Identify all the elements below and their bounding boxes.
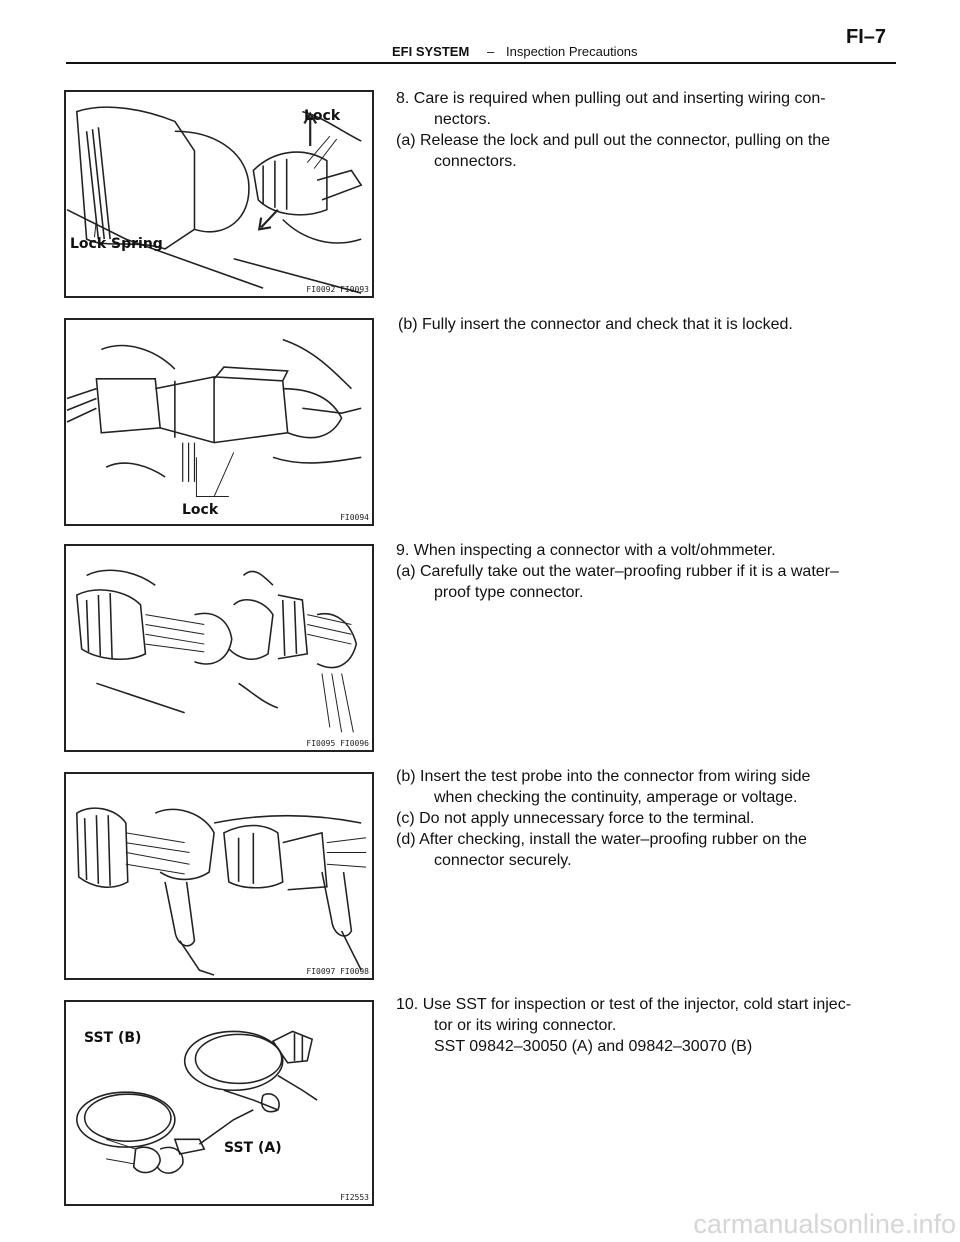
- lock-label: Lock: [182, 502, 219, 518]
- subsection-title: Inspection Precautions: [506, 44, 638, 59]
- text-line: connector securely.: [434, 852, 572, 869]
- figure-lock-release: [64, 90, 374, 298]
- text-line: connectors.: [434, 153, 517, 170]
- text-line: (d) After checking, install the water–proofing rubber on the: [396, 831, 807, 848]
- header-rule: [66, 62, 896, 64]
- text-line: 9. When inspecting a connector with a volt/ohmmeter.: [396, 542, 776, 559]
- text-line: 8. Care is required when pulling out and inserting wiring con-: [396, 90, 826, 107]
- text-line: (a) Release the lock and pull out the connector, pulling on the: [396, 132, 831, 149]
- lock-spring-label: Lock Spring: [70, 236, 163, 252]
- test-probe-illustration: [66, 774, 372, 978]
- page-number: FI–7: [846, 26, 887, 48]
- figure-code: FI0092 FI0093: [306, 285, 369, 294]
- watermark: carmanualsonline.info: [693, 1209, 956, 1239]
- waterproof-connector-illustration: [66, 546, 372, 750]
- figure-code: FI0095 FI0096: [306, 739, 369, 748]
- text-line: 10. Use SST for inspection or test of the injector, cold start injec-: [396, 996, 852, 1013]
- text-line: (b) Insert the test probe into the connector from wiring side: [396, 768, 811, 785]
- figure-code: FI0094: [340, 513, 369, 522]
- figure-connector-insert: [64, 318, 374, 526]
- step-9b-text: [396, 766, 810, 871]
- figure-code: FI0097 FI0098: [306, 967, 369, 976]
- figure-waterproof-rubber: [64, 544, 374, 752]
- text-line: nectors.: [434, 111, 491, 128]
- figure-sst-tools: [64, 1000, 374, 1206]
- connector-insert-illustration: [66, 320, 372, 524]
- sst-b-label: SST (B): [84, 1030, 142, 1046]
- text-line: when checking the continuity, amperage or voltage.: [434, 789, 798, 806]
- sst-a-label: SST (A): [224, 1140, 282, 1156]
- step-8-text: [396, 88, 830, 172]
- text-line: SST 09842–30050 (A) and 09842–30070 (B): [434, 1038, 753, 1055]
- text-line: proof type connector.: [434, 584, 584, 601]
- figure-test-probe: [64, 772, 374, 980]
- lock-label: Lock: [304, 108, 341, 124]
- step-8b-text: [398, 314, 793, 335]
- section-title: EFI SYSTEM: [392, 44, 470, 59]
- step-9-text: [396, 540, 839, 603]
- text-line: (a) Carefully take out the water–proofing rubber if it is a water–: [396, 563, 839, 580]
- step-10-text: [396, 994, 851, 1057]
- text-line: tor or its wiring connector.: [434, 1017, 617, 1034]
- text-line: (c) Do not apply unnecessary force to the terminal.: [396, 810, 755, 827]
- figure-code: FI2553: [340, 1193, 369, 1202]
- text-line: (b) Fully insert the connector and check that it is locked.: [398, 316, 793, 333]
- header-separator: –: [487, 44, 495, 59]
